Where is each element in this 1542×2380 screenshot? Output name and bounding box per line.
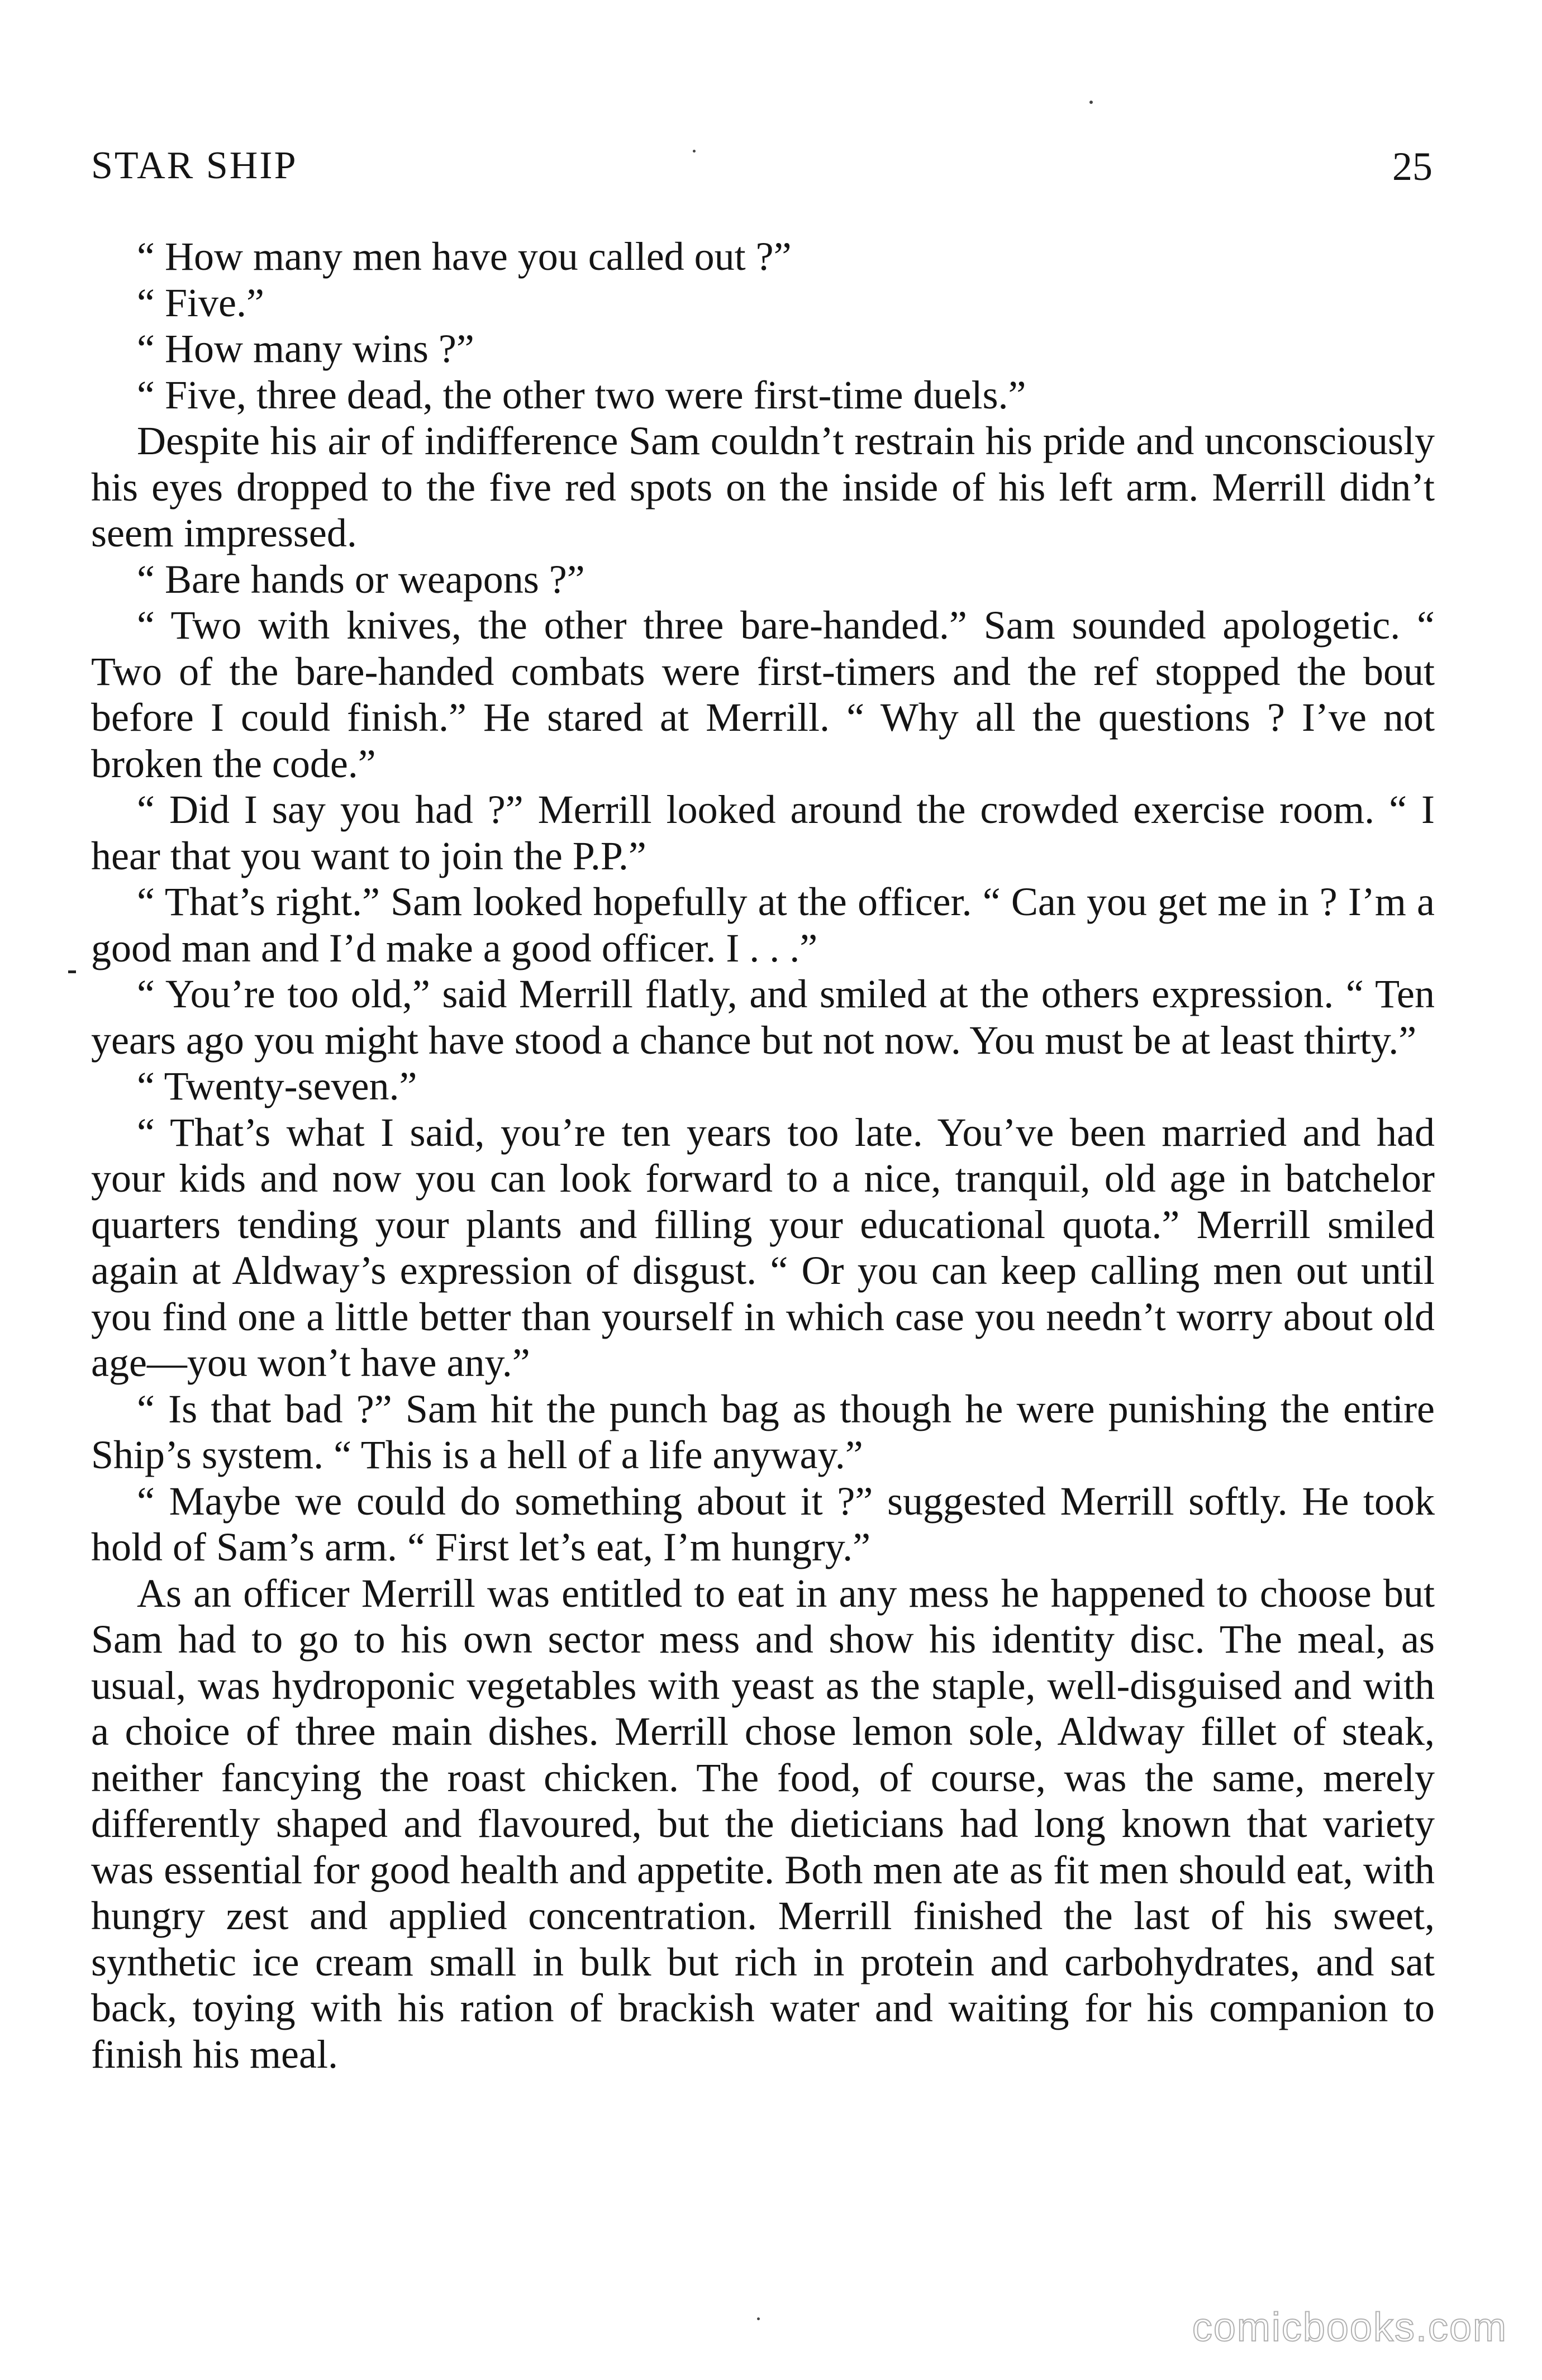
paragraph: “ That’s what I said, you’re ten years too late. You’ve been married and had your kids and now you can look forward to a nice, tranquil, old age in batchelor quarters tending your plants and filling your educational quota.” Merrill smiled again at Aldway’s expression of disgust. “ Or you can keep calling men out until you find one a little better than yourself in which case you needn’t worry about old age—you won’t have any.” xyxy=(91,1110,1435,1385)
paragraph: “ You’re too old,” said Merrill flatly, and smiled at the others expression. “ Ten years ago you might have stood a chance but not now. You must be at least thirty.” xyxy=(91,972,1435,1063)
paragraph: “ How many men have you called out ?” xyxy=(137,234,792,279)
paragraph: “ How many wins ?” xyxy=(137,326,474,371)
paragraph: “ Five.” xyxy=(137,280,264,325)
paragraph: “ Bare hands or weapons ?” xyxy=(137,556,585,602)
paragraph: “ Is that bad ?” Sam hit the punch bag as though he were punishing the entire Ship’s system. “ This is a hell of a life anyway.” xyxy=(91,1386,1435,1477)
margin-mark xyxy=(68,970,76,973)
watermark: comicbooks.com xyxy=(1192,2305,1507,2350)
print-speck xyxy=(1089,101,1093,104)
paragraph: “ Did I say you had ?” Merrill looked around the crowded exercise room. “ I hear that you want to join the P.P.” xyxy=(91,787,1435,878)
paragraph: “ That’s right.” Sam looked hopefully at the officer. “ Can you get me in ? I’m a good man and I’d make a good officer. I . . .” xyxy=(91,879,1435,970)
paragraph: “ Twenty-seven.” xyxy=(137,1064,417,1108)
running-title: STAR SHIP xyxy=(91,144,298,187)
paragraph: “ Maybe we could do something about it ?” suggested Merrill softly. He took hold of Sam’s arm. “ First let’s eat, I’m hungry.” xyxy=(91,1478,1435,1569)
page-number: 25 xyxy=(1392,144,1432,189)
paragraph: As an officer Merrill was entitled to eat in any mess he happened to choose but Sam had to go to his own sector mess and show his identity disc. The meal, as usual, was hydroponic vegetables with yeast as the staple, well-disguised and with a choice of three main dishes. Merrill chose lemon sole, Aldway fillet of steak, neither fancying the roast chicken. The food, of course, was the same, merely differently shaped and flavoured, but the dieticians had long known that variety was essential for good health and appetite. Both men ate as fit men should eat, with hungry zest and applied concentration. Merrill finished the last of his sweet, synthetic ice cream small in bulk but rich in protein and carbohydrates, and sat back, toying with his ration of brackish water and waiting for his companion to finish his meal. xyxy=(91,1570,1435,2077)
paragraph: “ Two with knives, the other three bare-handed.” Sam sounded apologetic. “ Two of the bare-handed combats were first-timers and the ref stopped the bout before I could finish.” He stared at Merrill. “ Why all the questions ? I’ve not broken the code.” xyxy=(91,603,1435,786)
print-speck xyxy=(757,2317,760,2320)
body-text xyxy=(91,234,1435,2077)
print-speck xyxy=(693,150,696,153)
paragraph: “ Five, three dead, the other two were first-time duels.” xyxy=(137,372,1026,417)
paragraph: Despite his air of indifference Sam couldn’t restrain his pride and unconsciously his eyes dropped to the five red spots on the inside of his left arm. Merrill didn’t seem impressed. xyxy=(91,418,1435,555)
